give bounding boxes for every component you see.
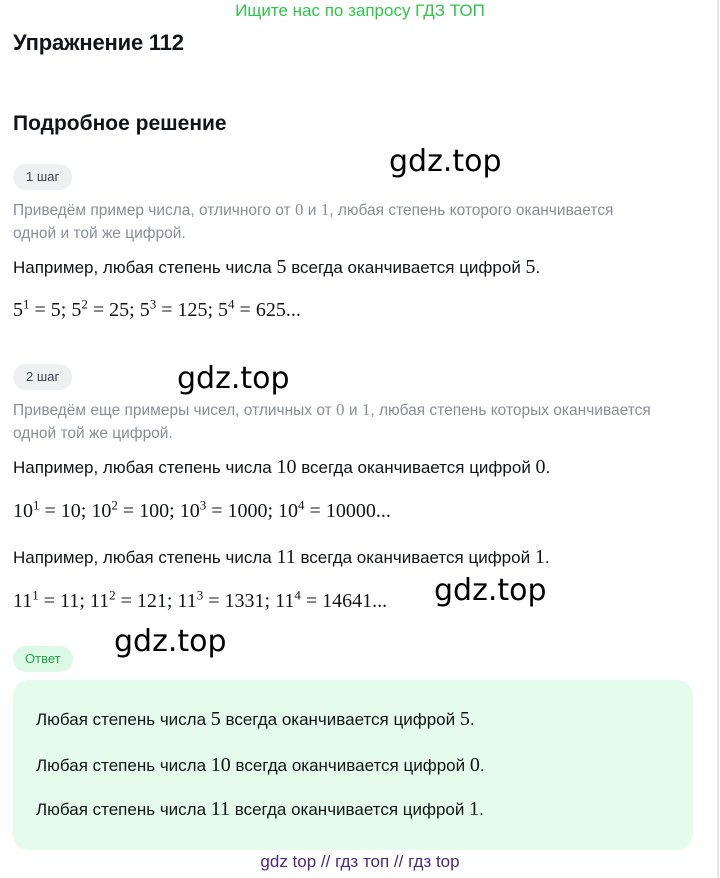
formula-exponent: 1 <box>23 296 30 312</box>
formula-equals: = <box>156 299 178 321</box>
search-banner: Ищите нас по запросу ГДЗ ТОП <box>235 1 485 20</box>
step-1-badge: 1 шаг <box>13 164 72 190</box>
formula-exponent: 3 <box>199 497 207 513</box>
formula-term <box>89 587 167 612</box>
formula-base: 10 <box>91 500 112 522</box>
formula-base: 5 <box>218 299 229 321</box>
step-2-intro-line-2: одной той же цифрой. <box>13 425 173 442</box>
formula-equals: = <box>300 590 323 612</box>
footer-links[interactable]: gdz top // гдз топ // гдз top <box>260 852 460 871</box>
formula-term <box>275 587 388 612</box>
formula-value: 5 <box>50 299 61 321</box>
step-2-intro <box>13 398 703 445</box>
formula-separator: ; <box>207 299 219 321</box>
formula-term <box>13 296 61 321</box>
formula-exponent: 2 <box>81 296 88 312</box>
step-2-intro-line-1: Приведём еще примеры чисел, отличных от 0 и 1, любая степень которых оканчивается <box>13 400 651 419</box>
formula-separator: ; <box>267 500 279 522</box>
formula-value: 625... <box>255 299 301 321</box>
formula-equals: = <box>203 590 225 612</box>
formula-separator: ; <box>60 299 72 321</box>
watermark: gdz.top <box>389 144 502 179</box>
formula-value: 25 <box>109 299 130 321</box>
formula-equals: = <box>39 500 61 522</box>
formula-value: 100 <box>139 500 170 522</box>
formula-exponent: 1 <box>32 587 39 603</box>
watermark: gdz.top <box>114 624 227 659</box>
formula-term <box>179 497 268 522</box>
formula-term <box>177 587 265 612</box>
formula-base: 11 <box>177 590 197 612</box>
formula-exponent: 2 <box>111 497 118 513</box>
watermark: gdz.top <box>177 361 290 396</box>
formula-base: 5 <box>139 299 150 321</box>
watermark: gdz.top <box>434 573 547 608</box>
formula-base: 10 <box>13 500 33 522</box>
formula-exponent: 4 <box>294 587 301 603</box>
formula-base: 5 <box>13 299 23 321</box>
formula-term <box>13 587 80 612</box>
formula-base: 10 <box>179 500 200 522</box>
formula-value: 10 <box>60 500 81 522</box>
formula-term <box>71 296 130 321</box>
formula-base: 5 <box>71 299 82 321</box>
formula-equals: = <box>117 500 140 522</box>
formula-separator: ; <box>129 299 140 321</box>
formula-equals: = <box>29 299 51 321</box>
formula-term <box>91 497 170 522</box>
step-1-intro <box>13 198 703 245</box>
formula-base: 11 <box>275 590 295 612</box>
formula-exponent: 4 <box>228 296 235 312</box>
formula-equals: = <box>115 590 137 612</box>
formula-value: 1000 <box>227 500 268 522</box>
formula-exponent: 3 <box>196 587 204 603</box>
formula-separator: ; <box>80 500 92 522</box>
formula-value: 11 <box>60 590 80 612</box>
formula-exponent: 3 <box>149 296 157 312</box>
formula-term <box>13 497 81 522</box>
formula-base: 11 <box>13 590 33 612</box>
answer-line-2: Любая степень числа 10 всегда оканчивается цифрой 0. <box>36 754 485 776</box>
formula-separator: ; <box>264 590 276 612</box>
formula-equals: = <box>234 299 256 321</box>
step-1-example: Например, любая степень числа 5 всегда оканчивается цифрой 5. <box>13 256 541 278</box>
formula-separator: ; <box>169 500 180 522</box>
step-1-intro-line-1: Приведём пример числа, отличного от 0 и 1, любая степень которого оканчивается <box>13 200 614 219</box>
solution-title: Подробное решение <box>13 112 227 135</box>
answer-line-1: Любая степень числа 5 всегда оканчивается цифрой 5. <box>36 708 475 730</box>
formula-value: 10000... <box>325 500 391 522</box>
step-2-badge: 2 шаг <box>13 364 72 390</box>
formula-equals: = <box>38 590 61 612</box>
step-1-intro-line-2: одной и той же цифрой. <box>13 225 186 242</box>
formula-base: 11 <box>89 590 110 612</box>
formula-term <box>278 497 391 522</box>
formula-value: 1331 <box>224 590 265 612</box>
step-2-formula-2 <box>13 587 388 613</box>
answer-badge: Ответ <box>13 646 73 672</box>
formula-term <box>218 296 301 321</box>
formula-equals: = <box>87 299 110 321</box>
formula-equals: = <box>304 500 326 522</box>
formula-base: 10 <box>278 500 299 522</box>
formula-value: 14641... <box>322 590 388 612</box>
formula-value: 121 <box>136 590 167 612</box>
answer-box <box>13 680 693 850</box>
formula-term <box>139 296 208 321</box>
scrollbar-track[interactable] <box>717 0 719 878</box>
formula-exponent: 2 <box>109 587 116 603</box>
step-1-formula <box>13 296 301 322</box>
formula-value: 125 <box>177 299 208 321</box>
step-2-example-2: Например, любая степень числа 11 всегда оканчивается цифрой 1. <box>13 546 550 568</box>
exercise-title: Упражнение 112 <box>13 30 184 55</box>
answer-line-3: Любая степень числа 11 всегда оканчивается цифрой 1. <box>36 798 484 820</box>
formula-separator: ; <box>166 590 178 612</box>
formula-exponent: 4 <box>298 497 305 513</box>
step-2-example-1: Например, любая степень числа 10 всегда оканчивается цифрой 0. <box>13 456 551 478</box>
formula-exponent: 1 <box>33 497 40 513</box>
formula-separator: ; <box>79 590 90 612</box>
step-2-formula-1 <box>13 497 391 523</box>
formula-equals: = <box>206 500 228 522</box>
